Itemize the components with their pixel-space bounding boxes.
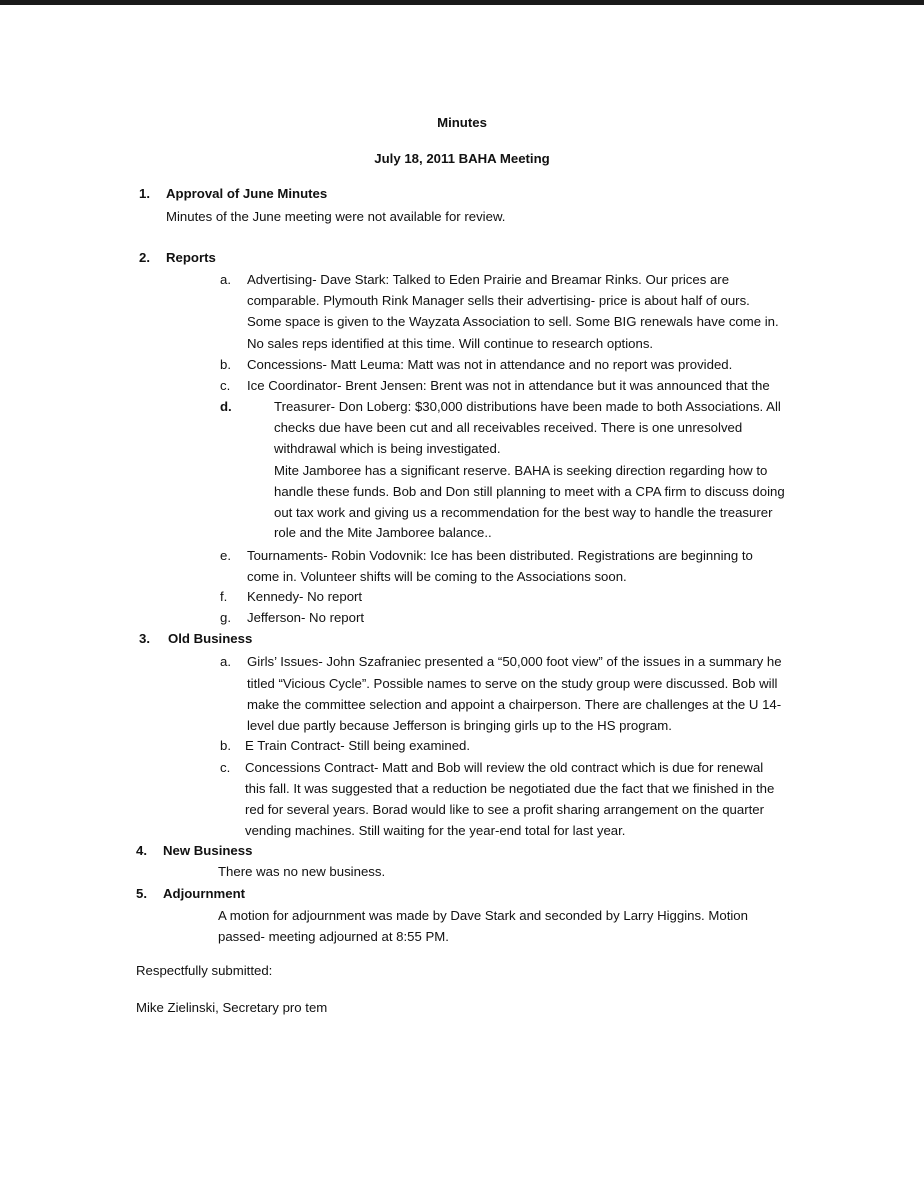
list-item-line: this fall. It was suggested that a reduction be negotiated due the fact that we finished in the bbox=[245, 781, 775, 796]
meeting-date-heading: July 18, 2011 BAHA Meeting bbox=[374, 151, 550, 166]
list-marker: a. bbox=[220, 272, 231, 287]
list-item-line: Concessions- Matt Leuma: Matt was not in attendance and no report was provided. bbox=[247, 357, 733, 372]
list-item-line: level due partly because Jefferson is bringing girls up to the HS program. bbox=[247, 718, 672, 733]
list-item-line: out tax work and giving us a recommendation for the best way to handle the treasurer bbox=[274, 505, 773, 520]
section-4-number: 4. bbox=[136, 843, 147, 858]
list-marker: c. bbox=[220, 378, 231, 393]
document-title: Minutes bbox=[437, 115, 487, 130]
section-5-text: A motion for adjournment was made by Dave Stark and seconded by Larry Higgins. Motion bbox=[218, 908, 748, 923]
list-item-line: Ice Coordinator- Brent Jensen: Brent was not in attendance but it was announced that the bbox=[247, 378, 770, 393]
list-item-line: vending machines. Still waiting for the year-end total for last year. bbox=[245, 823, 626, 838]
section-1-heading: Approval of June Minutes bbox=[166, 186, 328, 201]
list-item-line: Jefferson- No report bbox=[247, 610, 365, 625]
list-item-line: Girls’ Issues- John Szafraniec presented a “50,000 foot view” of the issues in a summary he bbox=[247, 654, 782, 669]
list-item-line: Kennedy- No report bbox=[247, 589, 363, 604]
list-marker: b. bbox=[220, 357, 231, 372]
list-item-line: checks due have been cut and all receivables received. There is one unresolved bbox=[274, 420, 743, 435]
list-item-line: Advertising- Dave Stark: Talked to Eden Prairie and Breamar Rinks. Our prices are bbox=[247, 272, 730, 287]
list-item-line: Concessions Contract- Matt and Bob will review the old contract which is due for renewal bbox=[245, 760, 764, 775]
signature: Mike Zielinski, Secretary pro tem bbox=[136, 1000, 328, 1015]
section-5-number: 5. bbox=[136, 886, 147, 901]
list-marker: f. bbox=[220, 589, 228, 604]
list-item-line: red for several years. Borad would like to see a profit sharing arrangement on the quarter bbox=[245, 802, 764, 817]
list-item-line: make the committee selection and appoint a chairperson. There are challenges at the U 14- bbox=[247, 697, 782, 712]
list-item-line: E Train Contract- Still being examined. bbox=[245, 738, 471, 753]
list-item-line: Treasurer- Don Loberg: $30,000 distributions have been made to both Associations. All bbox=[274, 399, 781, 414]
list-item-line: titled “Vicious Cycle”. Possible names to serve on the study group were discussed. Bob will bbox=[247, 676, 778, 691]
list-item-line: Mite Jamboree has a significant reserve. BAHA is seeking direction regarding how to bbox=[274, 463, 768, 478]
section-3-heading: Old Business bbox=[168, 631, 253, 646]
list-item-line: comparable. Plymouth Rink Manager sells their advertising- price is about half of ours. bbox=[247, 293, 750, 308]
section-4-text: There was no new business. bbox=[218, 864, 386, 879]
section-5-text: passed- meeting adjourned at 8:55 PM. bbox=[218, 929, 449, 944]
list-marker: g. bbox=[220, 610, 231, 625]
list-item-line: come in. Volunteer shifts will be coming to the Associations soon. bbox=[247, 569, 627, 584]
list-item-line: role and the Mite Jamboree balance.. bbox=[274, 525, 492, 540]
list-item-line: handle these funds. Bob and Don still planning to meet with a CPA firm to discuss doing bbox=[274, 484, 785, 499]
list-item-line: No sales reps identified at this time. Will continue to research options. bbox=[247, 336, 654, 351]
section-2-heading: Reports bbox=[166, 250, 216, 265]
section-1-text: Minutes of the June meeting were not available for review. bbox=[166, 209, 506, 224]
list-item-line: Some space is given to the Wayzata Association to sell. Some BIG renewals have come in. bbox=[247, 314, 779, 329]
scan-top-edge bbox=[0, 0, 924, 5]
closing-text: Respectfully submitted: bbox=[136, 963, 273, 978]
list-item-line: withdrawal which is being investigated. bbox=[274, 441, 501, 456]
list-marker: c. bbox=[220, 760, 231, 775]
section-4-heading: New Business bbox=[163, 843, 253, 858]
section-1-number: 1. bbox=[139, 186, 150, 201]
section-2-number: 2. bbox=[139, 250, 150, 265]
list-marker: a. bbox=[220, 654, 231, 669]
list-marker: d. bbox=[220, 399, 232, 414]
list-marker: b. bbox=[220, 738, 231, 753]
list-marker: e. bbox=[220, 548, 231, 563]
list-item-line: Tournaments- Robin Vodovnik: Ice has been distributed. Registrations are beginning to bbox=[247, 548, 753, 563]
section-5-heading: Adjournment bbox=[163, 886, 246, 901]
section-3-number: 3. bbox=[139, 631, 150, 646]
